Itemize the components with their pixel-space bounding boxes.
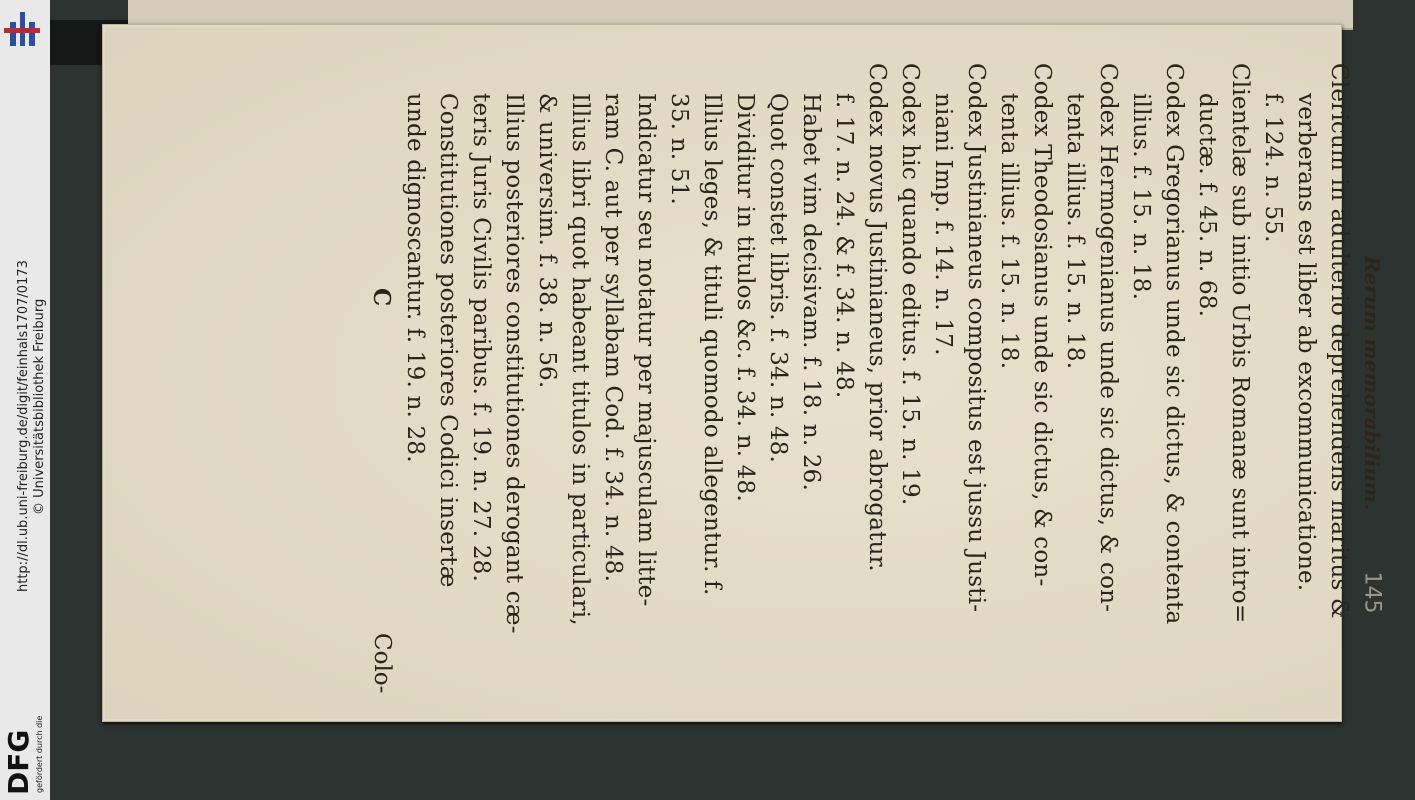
page-footer — [365, 63, 398, 703]
viewer-sidebar — [0, 0, 50, 800]
text-line: f. 17. n. 24. & f. 34. n. 48. — [831, 93, 857, 399]
text-line: teris Juris Civilis paribus. f. 19. n. 27. 28. — [468, 93, 494, 582]
book-page — [102, 24, 1385, 722]
dfg-logo — [0, 705, 50, 797]
text-line: illius. f. 15. n. 18. — [1128, 93, 1154, 301]
text-line: Codex hic quando editus. f. 15. n. 19. — [897, 63, 923, 506]
text-line: Illius leges, & tituli quomodo allegentur. f. — [699, 93, 725, 596]
text-line: ductæ. f. 45. n. 68. — [1194, 93, 1220, 318]
text-line: Clericum in adulterio deprehendens maritus & — [1326, 63, 1352, 619]
text-line: Illius libri quot habeant titulos in particulari, — [567, 93, 593, 626]
text-line: Habet vim decisivam. f. 18. n. 26. — [798, 93, 824, 492]
text-line: Dividitur in titulos &c. f. 34. n. 48. — [732, 93, 758, 502]
funding-note: gefördert durch die — [35, 715, 44, 793]
text-line: Codex Theodosianus unde sic dictus, & con- — [1029, 63, 1055, 587]
text-line: verberans est liber ab excommunicatione. — [1293, 93, 1319, 592]
running-header: Rerum memorabilium. — [1360, 256, 1384, 510]
text-line: Codex Gregorianus unde sic dictus, & contenta — [1161, 63, 1187, 625]
text-line: unde dignoscantur. f. 19. n. 28. — [402, 93, 428, 463]
text-line: tenta illius. f. 15. n. 18. — [1062, 93, 1088, 370]
text-line: Illius posteriores constitutiones derogant cæ- — [501, 93, 527, 634]
text-line: tenta illius. f. 15. n. 18. — [996, 93, 1022, 370]
text-line: & universim. f. 38. n. 56. — [534, 93, 560, 389]
text-line: Codex Justinianeus compositus est jussu Justi- — [963, 63, 989, 613]
text-line: niani Imp. f. 14. n. 17. — [930, 93, 956, 356]
text-line: Indicatur seu notatur per majusculam litte- — [633, 93, 659, 607]
text-line: ram C. aut per syllabam Cod. f. 34. n. 48. — [600, 93, 626, 583]
catchword: Colo- — [369, 633, 395, 694]
dfg-wordmark: DFG — [2, 729, 35, 795]
pencil-page-number: 145 — [1359, 571, 1385, 614]
text-lines — [398, 63, 1355, 703]
text-line: f. 124. n. 55. — [1260, 93, 1286, 243]
text-line: Constitutiones posteriores Codici insertæ — [435, 93, 461, 588]
copyright-text: © Universitätsbibliothek Freiburg — [32, 298, 47, 515]
source-url[interactable]: http://dl.ub.uni-freiburg.de/digit/feinhals1707/0173 — [16, 260, 31, 592]
text-line: Codex Hermogenianus unde sic dictus, & con- — [1095, 63, 1121, 613]
rotated-text-container — [368, 63, 1388, 703]
text-line: Codex novus Justinianeus, prior abrogatur. — [864, 63, 890, 572]
signature-mark: C — [368, 288, 395, 307]
text-line: Clientelæ sub initio Urbis Romanæ sunt intro= — [1227, 63, 1253, 624]
text-line: 35. n. 51. — [666, 93, 692, 205]
page-text-area — [368, 63, 1384, 694]
text-line: Quot constet libris. f. 34. n. 48. — [765, 93, 791, 464]
